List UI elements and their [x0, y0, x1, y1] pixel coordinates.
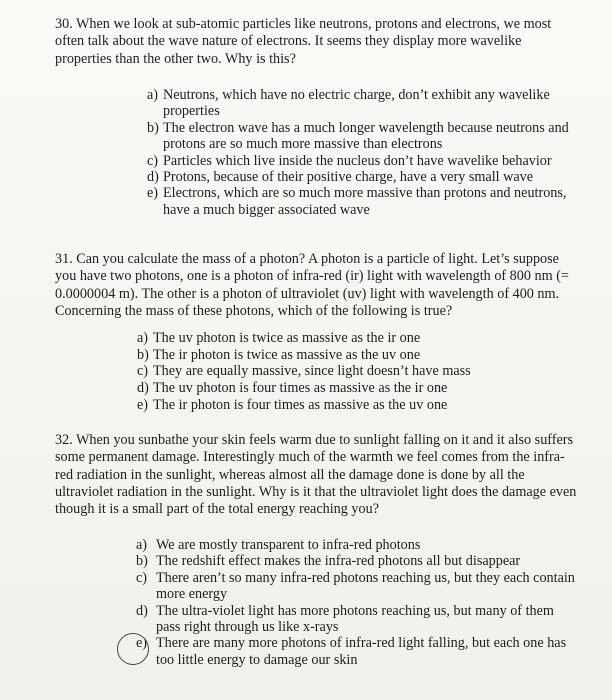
option-text: The uv photon is twice as massive as the ir one	[153, 330, 421, 346]
option-letter: c)	[136, 569, 148, 586]
option-text: Neutrons, which have no electric charge, don’t exhibit any wavelike properties	[163, 87, 550, 120]
option-text: Electrons, which are so much more massive than protons and neutrons, have a much bigger associated wave	[163, 185, 567, 218]
option-a	[147, 87, 587, 120]
option-d	[147, 169, 587, 185]
option-text: The ultra-violet light has more photons reaching us, but many of them pass right through us like x-rays	[156, 602, 554, 636]
option-text: There aren’t so many infra-red photons reaching us, but they each contain more energy	[156, 569, 575, 603]
option-letter: e)	[136, 635, 148, 652]
question-prompt: 30. When we look at sub-atomic particles like neutrons, protons and electrons, we most often talk about the wave nature of electrons. It seems they display more wavelike properties than the other two. Why is this?	[55, 16, 552, 67]
option-c	[136, 570, 581, 603]
option-d	[137, 380, 577, 397]
answer-options	[136, 537, 581, 668]
option-b	[136, 553, 581, 569]
option-text: There are many more photons of infra-red light falling, but each one has too little energy to damage our skin	[156, 635, 567, 668]
option-a	[137, 330, 577, 347]
option-b	[147, 120, 587, 153]
answer-options	[137, 330, 577, 414]
question-32	[55, 432, 580, 668]
option-letter: c)	[147, 152, 159, 169]
option-letter: e)	[147, 185, 159, 202]
option-e	[147, 185, 587, 218]
option-text: We are mostly transparent to infra-red photons	[156, 537, 421, 553]
option-b	[137, 347, 577, 364]
option-letter: d)	[137, 380, 149, 397]
option-letter: d)	[147, 169, 159, 186]
option-text: The ir photon is twice as massive as the uv one	[153, 346, 421, 363]
answer-options	[147, 87, 587, 218]
question-prompt: 31. Can you calculate the mass of a photon? A photon is a particle of light. Let’s suppose you have two photons, one is a photon of infra-red (ir) light with wavelength of 800 nm (= 0.0000004 m). The other is a photon of ultraviolet (uv) light with wavelength of 400 nm. Concerning the mass of these photons, which of the following is true?	[55, 251, 569, 319]
option-text: Particles which live inside the nucleus don’t have wavelike behavior	[163, 152, 552, 169]
question-30	[55, 16, 580, 218]
option-letter: d)	[136, 602, 148, 619]
option-text: They are equally massive, since light doesn’t have mass	[153, 363, 471, 380]
option-letter: b)	[147, 119, 159, 136]
option-letter: b)	[136, 553, 148, 570]
option-letter: b)	[137, 346, 149, 363]
option-letter: a)	[136, 537, 148, 553]
option-e	[137, 397, 577, 414]
question-31	[55, 251, 580, 413]
option-text: The electron wave has a much longer wavelength because neutrons and protons are so much more massive than electrons	[163, 119, 569, 153]
option-text: The ir photon is four times as massive as the uv one	[153, 396, 448, 413]
option-text: The redshift effect makes the infra-red photons all but disappear	[156, 553, 521, 570]
option-c	[147, 153, 587, 169]
option-d	[136, 603, 581, 636]
option-text: The uv photon is four times as massive as the ir one	[153, 380, 448, 397]
option-e	[136, 635, 581, 668]
option-c	[137, 363, 577, 380]
option-letter: a)	[137, 330, 149, 346]
option-letter: a)	[147, 87, 159, 103]
option-letter: c)	[137, 363, 149, 380]
option-text: Protons, because of their positive charge, have a very small wave	[163, 169, 534, 186]
option-letter: e)	[137, 396, 149, 413]
question-prompt: 32. When you sunbathe your skin feels warm due to sunlight falling on it and it also suffers some permanent damage. Interestingly much of the warmth we feel comes from the infra-red radiation in the sunlight, whereas almost all the damage done is done by all the ultraviolet radiation in the sunlight. Why is it that the ultraviolet light does the damage even though it is a small part of the total energy reaching you?	[55, 432, 577, 518]
option-a	[136, 537, 581, 553]
